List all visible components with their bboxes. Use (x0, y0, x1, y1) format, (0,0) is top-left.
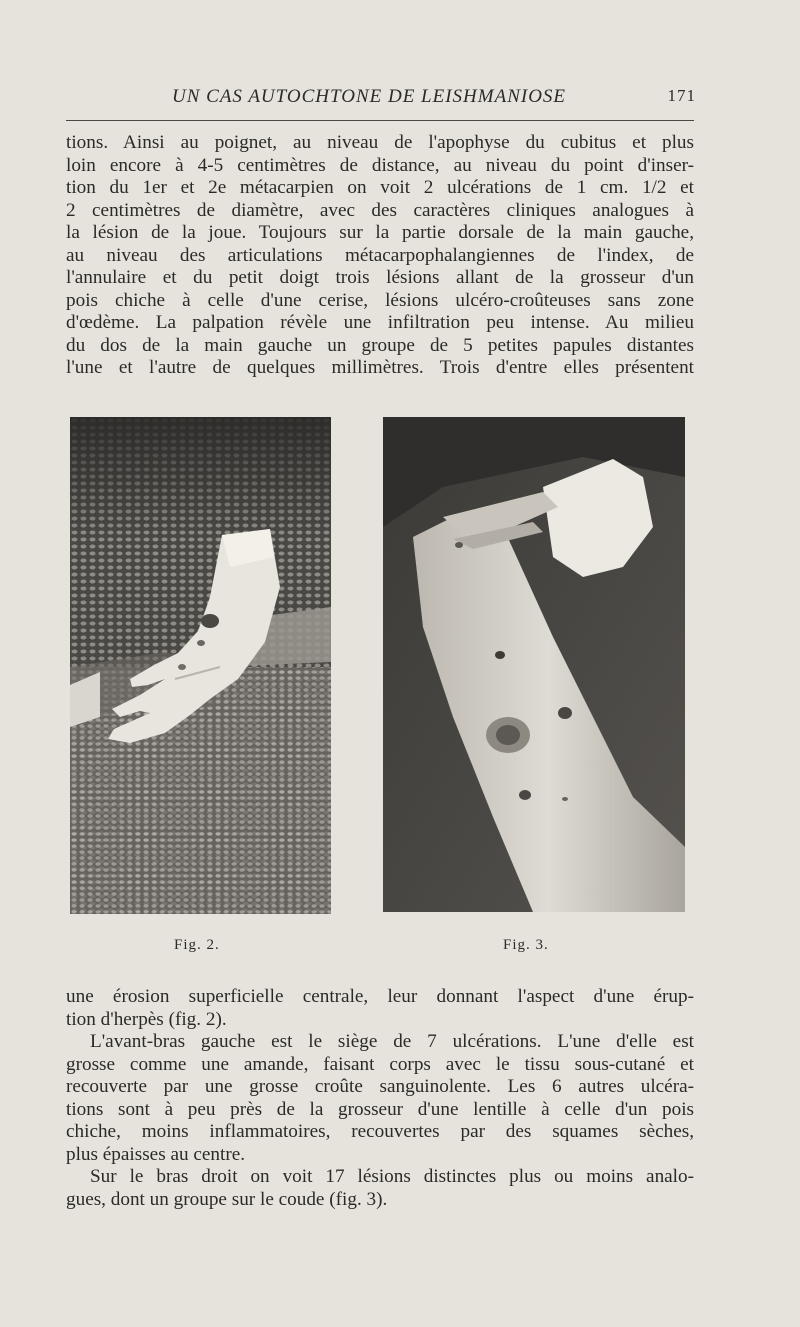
running-title: UN CAS AUTOCHTONE DE LEISHMANIOSE (172, 86, 567, 107)
text-line: plus épaisses au centre. (66, 1143, 246, 1165)
text-line: grosse comme une amande, faisant corps avec le tissu sous-cutané et (66, 1053, 694, 1075)
text-line: recouverte par une grosse croûte sanguinolente. Les 6 autres ulcéra- (66, 1076, 694, 1097)
paragraph-2 (66, 986, 694, 1031)
text-line: une érosion superficielle centrale, leur donnant l'aspect d'une érup- (66, 986, 694, 1007)
text-line: la lésion de la joue. Toujours sur la partie dorsale de la main gauche, (66, 222, 694, 243)
paragraph-1 (66, 132, 694, 380)
text-line: tion d'herpès (fig. 2). (66, 1008, 227, 1030)
arm-lesions-photo (383, 417, 685, 912)
text-line: pois chiche à celle d'une cerise, lésions ulcéro-croûteuses sans zone (66, 289, 694, 311)
text-line: l'une et l'autre de quelques millimètres. Trois d'entre elles présentent (66, 357, 694, 378)
text-line: l'annulaire et du petit doigt trois lésions allant de la grosseur d'un (66, 267, 694, 288)
text-line: Sur le bras droit on voit 17 lésions distinctes plus ou moins analo- (90, 1166, 694, 1187)
text-line: au niveau des articulations métacarpophalangiennes de l'index, de (66, 244, 694, 266)
page-number: 171 (667, 86, 696, 105)
figure-2-photo (70, 417, 331, 914)
paragraph-3 (66, 1031, 694, 1166)
text-line: tions. Ainsi au poignet, au niveau de l'apophyse du cubitus et plus (66, 132, 694, 153)
text-line: du dos de la main gauche un groupe de 5 petites papules distantes (66, 334, 694, 356)
figure-2-caption: Fig. 2. (174, 937, 220, 953)
text-line: tions sont à peu près de la grosseur d'une lentille à celle d'un pois (66, 1098, 694, 1120)
header-rule (66, 120, 694, 121)
text-line: tion du 1er et 2e métacarpien on voit 2 ulcérations de 1 cm. 1/2 et (66, 177, 694, 198)
running-head (66, 86, 696, 112)
text-line: chiche, moins inflammatoires, recouvertes par des squames sèches, (66, 1121, 694, 1142)
hand-lesions-photo (70, 417, 331, 914)
text-line: gues, dont un groupe sur le coude (fig. 3). (66, 1188, 388, 1210)
figure-3-caption: Fig. 3. (503, 937, 549, 953)
text-line: 2 centimètres de diamètre, avec des caractères cliniques analogues à (66, 199, 694, 221)
text-line: loin encore à 4-5 centimètres de distance, au niveau du point d'inser- (66, 154, 694, 176)
figure-3-photo (383, 417, 685, 912)
text-line: L'avant-bras gauche est le siège de 7 ulcérations. L'une d'elle est (90, 1031, 694, 1052)
text-line: d'œdème. La palpation révèle une infiltration peu intense. Au milieu (66, 312, 694, 333)
paragraph-4 (66, 1166, 694, 1211)
